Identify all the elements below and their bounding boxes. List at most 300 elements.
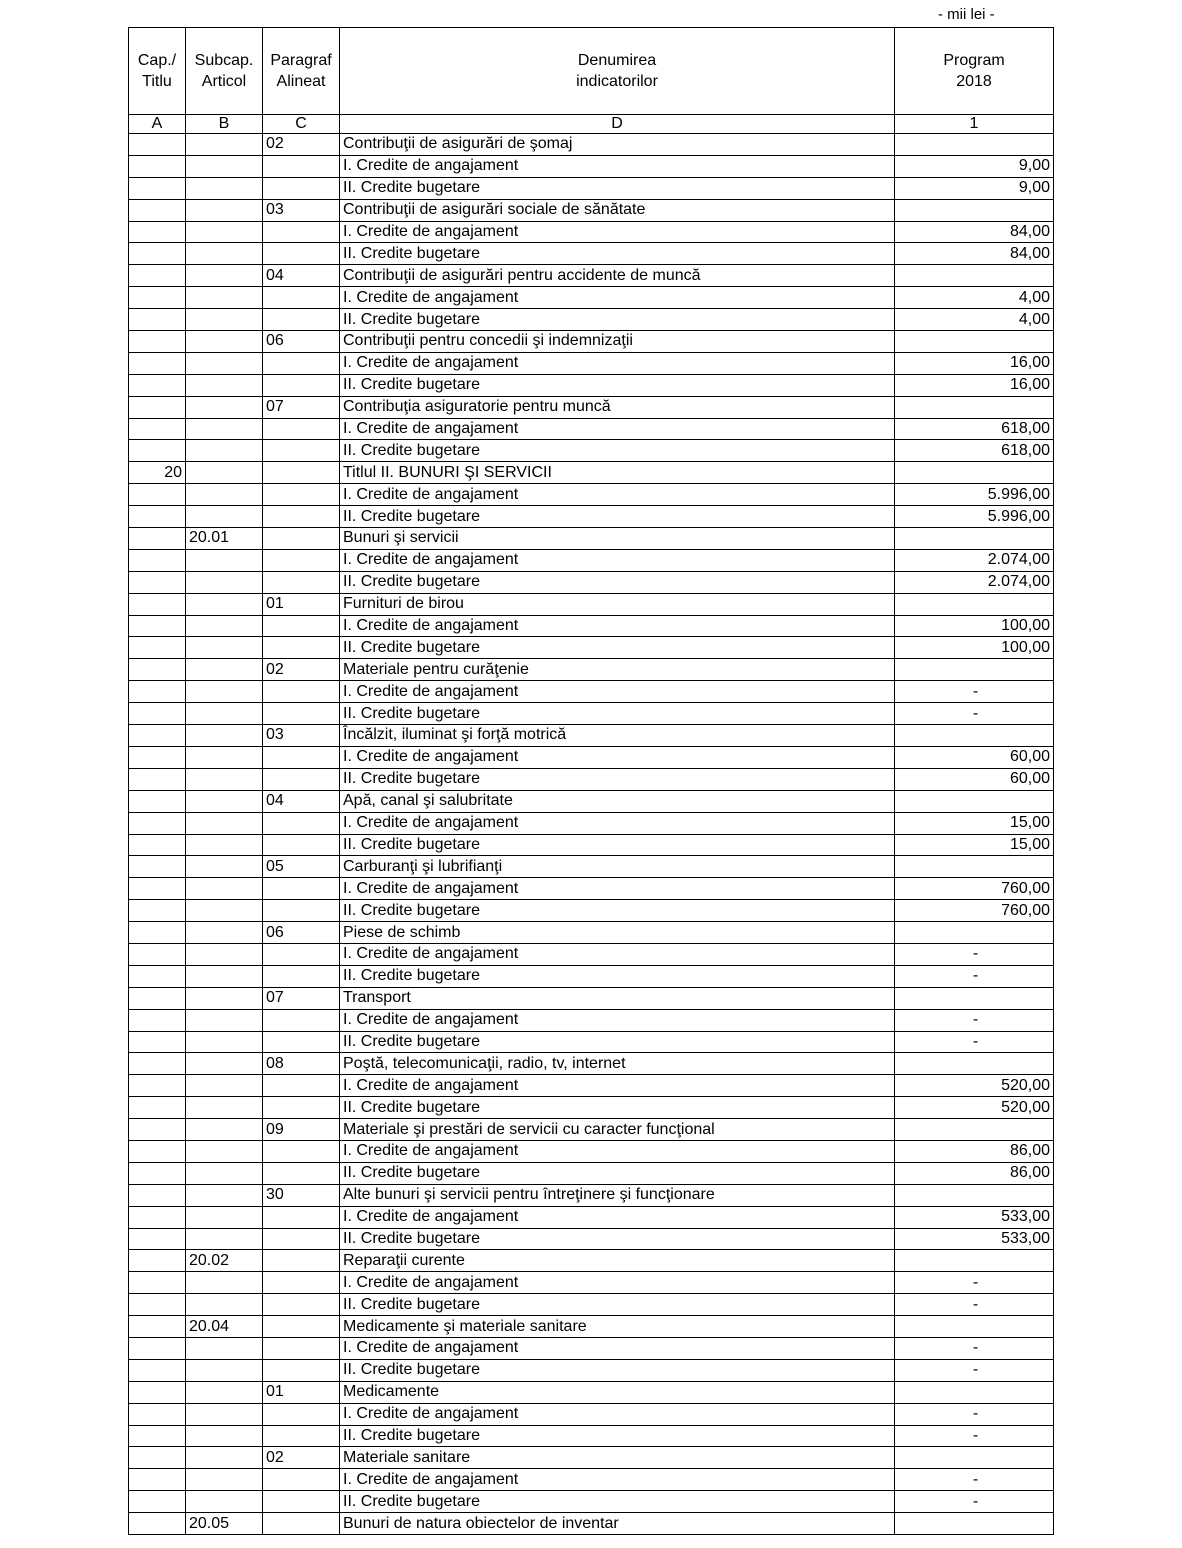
paragraf-cell	[263, 155, 340, 177]
paragraf-cell	[263, 221, 340, 243]
subcap-cell	[186, 1469, 263, 1491]
cap-cell	[129, 1425, 186, 1447]
table-row	[129, 243, 1054, 265]
cap-cell	[129, 549, 186, 571]
program-value-cell: 533,00	[895, 1206, 1054, 1228]
subcap-cell	[186, 834, 263, 856]
table-row	[129, 1009, 1054, 1031]
program-value-cell: 86,00	[895, 1162, 1054, 1184]
subcap-cell	[186, 221, 263, 243]
paragraf-cell	[263, 571, 340, 593]
cap-cell	[129, 265, 186, 287]
denumire-cell: II. Credite bugetare	[340, 1491, 895, 1513]
denumire-cell: Medicamente	[340, 1381, 895, 1403]
program-value-cell	[895, 1053, 1054, 1075]
table-row	[129, 155, 1054, 177]
program-value-cell: 760,00	[895, 878, 1054, 900]
denumire-cell: II. Credite bugetare	[340, 965, 895, 987]
subcap-cell	[186, 943, 263, 965]
table-row	[129, 1294, 1054, 1316]
table-row	[129, 768, 1054, 790]
paragraf-cell: 02	[263, 659, 340, 681]
paragraf-cell	[263, 1162, 340, 1184]
table-row	[129, 987, 1054, 1009]
header-row	[129, 28, 1054, 115]
cap-cell	[129, 571, 186, 593]
paragraf-cell	[263, 615, 340, 637]
table-row	[129, 1140, 1054, 1162]
program-value-cell: 84,00	[895, 221, 1054, 243]
program-value-cell: -	[895, 1469, 1054, 1491]
cap-cell	[129, 1272, 186, 1294]
subcap-cell	[186, 900, 263, 922]
header-denumire: Denumirea indicatorilor	[340, 28, 895, 115]
header-program: Program 2018	[895, 28, 1054, 115]
denumire-cell: Materiale pentru curăţenie	[340, 659, 895, 681]
denumire-cell: Piese de schimb	[340, 922, 895, 944]
table-row	[129, 703, 1054, 725]
cap-cell	[129, 134, 186, 156]
denumire-cell: I. Credite de angajament	[340, 1337, 895, 1359]
paragraf-cell	[263, 900, 340, 922]
paragraf-cell: 02	[263, 1447, 340, 1469]
program-value-cell: 2.074,00	[895, 571, 1054, 593]
subcap-cell	[186, 134, 263, 156]
header-paragraf: Paragraf Alineat	[263, 28, 340, 115]
cap-cell	[129, 922, 186, 944]
letter-c: C	[263, 115, 340, 134]
program-value-cell	[895, 1447, 1054, 1469]
paragraf-cell: 08	[263, 1053, 340, 1075]
program-value-cell: 618,00	[895, 418, 1054, 440]
denumire-cell: II. Credite bugetare	[340, 1359, 895, 1381]
table-row	[129, 396, 1054, 418]
paragraf-cell	[263, 1513, 340, 1535]
subcap-cell: 20.05	[186, 1513, 263, 1535]
paragraf-cell	[263, 462, 340, 484]
cap-cell	[129, 878, 186, 900]
subcap-cell	[186, 309, 263, 331]
table-row	[129, 1491, 1054, 1513]
subcap-cell	[186, 1491, 263, 1513]
subcap-cell	[186, 856, 263, 878]
cap-cell	[129, 987, 186, 1009]
paragraf-cell	[263, 243, 340, 265]
paragraf-cell: 07	[263, 396, 340, 418]
subcap-cell	[186, 965, 263, 987]
denumire-cell: Poştă, telecomunicaţii, radio, tv, internet	[340, 1053, 895, 1075]
cap-cell	[129, 659, 186, 681]
subcap-cell	[186, 1381, 263, 1403]
cap-cell	[129, 309, 186, 331]
table-row	[129, 418, 1054, 440]
denumire-cell: Reparaţii curente	[340, 1250, 895, 1272]
cap-cell	[129, 1469, 186, 1491]
subcap-cell	[186, 615, 263, 637]
paragraf-cell	[263, 1316, 340, 1338]
cap-cell	[129, 1162, 186, 1184]
program-value-cell	[895, 593, 1054, 615]
paragraf-cell: 01	[263, 593, 340, 615]
table-row	[129, 943, 1054, 965]
table-row	[129, 1097, 1054, 1119]
program-value-cell: 2.074,00	[895, 549, 1054, 571]
program-value-cell: 5.996,00	[895, 484, 1054, 506]
denumire-cell: I. Credite de angajament	[340, 1272, 895, 1294]
table-row	[129, 221, 1054, 243]
paragraf-cell	[263, 1403, 340, 1425]
table-row	[129, 1031, 1054, 1053]
subcap-cell	[186, 790, 263, 812]
subcap-cell	[186, 287, 263, 309]
denumire-cell: Medicamente şi materiale sanitare	[340, 1316, 895, 1338]
program-value-cell: 100,00	[895, 637, 1054, 659]
program-value-cell	[895, 1381, 1054, 1403]
table-row	[129, 1206, 1054, 1228]
cap-cell	[129, 1447, 186, 1469]
subcap-cell	[186, 1425, 263, 1447]
subcap-cell	[186, 812, 263, 834]
denumire-cell: II. Credite bugetare	[340, 703, 895, 725]
denumire-cell: Bunuri şi servicii	[340, 528, 895, 550]
paragraf-cell	[263, 1228, 340, 1250]
subcap-cell: 20.02	[186, 1250, 263, 1272]
program-value-cell: -	[895, 1425, 1054, 1447]
paragraf-cell	[263, 746, 340, 768]
subcap-cell	[186, 352, 263, 374]
cap-cell	[129, 1184, 186, 1206]
paragraf-cell	[263, 637, 340, 659]
denumire-cell: II. Credite bugetare	[340, 571, 895, 593]
denumire-cell: Bunuri de natura obiectelor de inventar	[340, 1513, 895, 1535]
header-cap: Cap./ Titlu	[129, 28, 186, 115]
paragraf-cell	[263, 287, 340, 309]
denumire-cell: Încălzit, iluminat şi forţă motrică	[340, 725, 895, 747]
cap-cell	[129, 199, 186, 221]
denumire-cell: II. Credite bugetare	[340, 243, 895, 265]
subcap-cell	[186, 987, 263, 1009]
program-value-cell: 9,00	[895, 155, 1054, 177]
paragraf-cell: 07	[263, 987, 340, 1009]
subcap-cell	[186, 440, 263, 462]
paragraf-cell: 03	[263, 199, 340, 221]
paragraf-cell	[263, 1031, 340, 1053]
table-row	[129, 440, 1054, 462]
table-row	[129, 484, 1054, 506]
paragraf-cell	[263, 177, 340, 199]
program-value-cell	[895, 725, 1054, 747]
subcap-cell	[186, 681, 263, 703]
table-row	[129, 1447, 1054, 1469]
program-value-cell	[895, 922, 1054, 944]
table-row	[129, 134, 1054, 156]
subcap-cell	[186, 1184, 263, 1206]
program-value-cell: -	[895, 703, 1054, 725]
cap-cell	[129, 1359, 186, 1381]
table-row	[129, 309, 1054, 331]
paragraf-cell	[263, 1009, 340, 1031]
cap-cell	[129, 1250, 186, 1272]
paragraf-cell	[263, 374, 340, 396]
subcap-cell	[186, 571, 263, 593]
subcap-cell	[186, 1206, 263, 1228]
table-row	[129, 659, 1054, 681]
paragraf-cell	[263, 528, 340, 550]
paragraf-cell	[263, 1359, 340, 1381]
subcap-cell	[186, 396, 263, 418]
subcap-cell	[186, 418, 263, 440]
table-row	[129, 374, 1054, 396]
cap-cell	[129, 1316, 186, 1338]
cap-cell	[129, 965, 186, 987]
subcap-cell	[186, 177, 263, 199]
budget-table	[128, 27, 1054, 1535]
table-row	[129, 1053, 1054, 1075]
subcap-cell	[186, 549, 263, 571]
denumire-cell: II. Credite bugetare	[340, 177, 895, 199]
program-value-cell	[895, 396, 1054, 418]
cap-cell	[129, 703, 186, 725]
table-row	[129, 834, 1054, 856]
program-value-cell: 533,00	[895, 1228, 1054, 1250]
denumire-cell: II. Credite bugetare	[340, 440, 895, 462]
subcap-cell	[186, 593, 263, 615]
paragraf-cell: 04	[263, 265, 340, 287]
subcap-cell	[186, 1228, 263, 1250]
denumire-cell: Contribuţii pentru concedii şi indemnizaţii	[340, 331, 895, 353]
denumire-cell: I. Credite de angajament	[340, 221, 895, 243]
subcap-cell	[186, 199, 263, 221]
denumire-cell: Carburanţi şi lubrifianţi	[340, 856, 895, 878]
program-value-cell	[895, 856, 1054, 878]
paragraf-cell	[263, 506, 340, 528]
table-row	[129, 528, 1054, 550]
table-row	[129, 1381, 1054, 1403]
paragraf-cell: 03	[263, 725, 340, 747]
paragraf-cell	[263, 681, 340, 703]
subcap-cell	[186, 1447, 263, 1469]
cap-cell	[129, 1491, 186, 1513]
letter-d: D	[340, 115, 895, 134]
cap-cell	[129, 1294, 186, 1316]
program-value-cell: -	[895, 965, 1054, 987]
table-row	[129, 593, 1054, 615]
table-row	[129, 287, 1054, 309]
cap-cell	[129, 1381, 186, 1403]
program-value-cell: -	[895, 1294, 1054, 1316]
denumire-cell: I. Credite de angajament	[340, 287, 895, 309]
subcap-cell	[186, 1337, 263, 1359]
subcap-cell	[186, 725, 263, 747]
cap-cell	[129, 1228, 186, 1250]
cap-cell	[129, 331, 186, 353]
denumire-cell: I. Credite de angajament	[340, 1469, 895, 1491]
cap-cell	[129, 812, 186, 834]
cap-cell	[129, 528, 186, 550]
cap-cell	[129, 418, 186, 440]
denumire-cell: I. Credite de angajament	[340, 1403, 895, 1425]
program-value-cell: 520,00	[895, 1097, 1054, 1119]
denumire-cell: Contribuţii de asigurări pentru accidente de muncă	[340, 265, 895, 287]
subcap-cell	[186, 1272, 263, 1294]
table-row	[129, 812, 1054, 834]
program-value-cell	[895, 1250, 1054, 1272]
cap-cell	[129, 943, 186, 965]
paragraf-cell: 09	[263, 1119, 340, 1141]
paragraf-cell	[263, 1272, 340, 1294]
table-row	[129, 506, 1054, 528]
table-row	[129, 965, 1054, 987]
table-row	[129, 199, 1054, 221]
denumire-cell: Materiale sanitare	[340, 1447, 895, 1469]
cap-cell	[129, 900, 186, 922]
table-row	[129, 878, 1054, 900]
paragraf-cell	[263, 440, 340, 462]
subcap-cell	[186, 462, 263, 484]
denumire-cell: I. Credite de angajament	[340, 1009, 895, 1031]
table-row	[129, 1359, 1054, 1381]
table-row	[129, 1513, 1054, 1535]
denumire-cell: I. Credite de angajament	[340, 352, 895, 374]
table-row	[129, 922, 1054, 944]
paragraf-cell	[263, 1491, 340, 1513]
program-value-cell: 520,00	[895, 1075, 1054, 1097]
denumire-cell: I. Credite de angajament	[340, 418, 895, 440]
subcap-cell	[186, 1162, 263, 1184]
program-value-cell: 60,00	[895, 768, 1054, 790]
cap-cell	[129, 155, 186, 177]
paragraf-cell	[263, 812, 340, 834]
program-value-cell	[895, 462, 1054, 484]
subcap-cell	[186, 637, 263, 659]
paragraf-cell	[263, 1425, 340, 1447]
program-value-cell: 4,00	[895, 287, 1054, 309]
cap-cell	[129, 725, 186, 747]
denumire-cell: Contribuţia asiguratorie pentru muncă	[340, 396, 895, 418]
subcap-cell	[186, 1294, 263, 1316]
paragraf-cell	[263, 768, 340, 790]
subcap-cell	[186, 374, 263, 396]
paragraf-cell: 02	[263, 134, 340, 156]
table-row	[129, 1228, 1054, 1250]
table-row	[129, 1316, 1054, 1338]
program-value-cell: 5.996,00	[895, 506, 1054, 528]
paragraf-cell: 06	[263, 922, 340, 944]
subcap-cell	[186, 484, 263, 506]
denumire-cell: II. Credite bugetare	[340, 1294, 895, 1316]
program-value-cell: 9,00	[895, 177, 1054, 199]
subcap-cell	[186, 768, 263, 790]
program-value-cell: 15,00	[895, 812, 1054, 834]
subcap-cell	[186, 1119, 263, 1141]
subcap-cell	[186, 1097, 263, 1119]
subcap-cell: 20.04	[186, 1316, 263, 1338]
denumire-cell: II. Credite bugetare	[340, 900, 895, 922]
subcap-cell	[186, 1009, 263, 1031]
paragraf-cell	[263, 1075, 340, 1097]
table-row	[129, 615, 1054, 637]
table-row	[129, 331, 1054, 353]
budget-table-body	[129, 28, 1054, 1535]
subcap-cell	[186, 1359, 263, 1381]
denumire-cell: II. Credite bugetare	[340, 1228, 895, 1250]
denumire-cell: II. Credite bugetare	[340, 506, 895, 528]
cap-cell	[129, 243, 186, 265]
denumire-cell: I. Credite de angajament	[340, 746, 895, 768]
subcap-cell	[186, 878, 263, 900]
program-value-cell: 16,00	[895, 374, 1054, 396]
cap-cell	[129, 287, 186, 309]
cap-cell	[129, 484, 186, 506]
subcap-cell	[186, 703, 263, 725]
paragraf-cell	[263, 878, 340, 900]
paragraf-cell: 30	[263, 1184, 340, 1206]
denumire-cell: II. Credite bugetare	[340, 834, 895, 856]
paragraf-cell	[263, 418, 340, 440]
denumire-cell: I. Credite de angajament	[340, 812, 895, 834]
table-row	[129, 1250, 1054, 1272]
paragraf-cell	[263, 1206, 340, 1228]
program-value-cell	[895, 987, 1054, 1009]
paragraf-cell: 05	[263, 856, 340, 878]
subcap-cell	[186, 922, 263, 944]
paragraf-cell: 04	[263, 790, 340, 812]
denumire-cell: I. Credite de angajament	[340, 155, 895, 177]
cap-cell	[129, 177, 186, 199]
program-value-cell: 60,00	[895, 746, 1054, 768]
cap-cell	[129, 506, 186, 528]
paragraf-cell	[263, 1140, 340, 1162]
denumire-cell: II. Credite bugetare	[340, 309, 895, 331]
cap-cell	[129, 768, 186, 790]
table-row	[129, 571, 1054, 593]
table-row	[129, 1119, 1054, 1141]
paragraf-cell: 01	[263, 1381, 340, 1403]
program-value-cell: -	[895, 943, 1054, 965]
subcap-cell	[186, 1031, 263, 1053]
program-value-cell: -	[895, 1359, 1054, 1381]
program-value-cell: 618,00	[895, 440, 1054, 462]
table-row	[129, 1184, 1054, 1206]
cap-cell	[129, 440, 186, 462]
paragraf-cell	[263, 1097, 340, 1119]
table-row	[129, 1162, 1054, 1184]
paragraf-cell	[263, 309, 340, 331]
subcap-cell	[186, 331, 263, 353]
denumire-cell: I. Credite de angajament	[340, 878, 895, 900]
table-row	[129, 1075, 1054, 1097]
table-row	[129, 637, 1054, 659]
subcap-cell	[186, 1053, 263, 1075]
denumire-cell: Alte bunuri şi servicii pentru întreţinere şi funcţionare	[340, 1184, 895, 1206]
denumire-cell: II. Credite bugetare	[340, 374, 895, 396]
table-row	[129, 549, 1054, 571]
subcap-cell	[186, 506, 263, 528]
program-value-cell: -	[895, 1403, 1054, 1425]
program-value-cell: 100,00	[895, 615, 1054, 637]
paragraf-cell	[263, 549, 340, 571]
cap-cell	[129, 1140, 186, 1162]
program-value-cell	[895, 1184, 1054, 1206]
program-value-cell: -	[895, 1031, 1054, 1053]
cap-cell	[129, 1053, 186, 1075]
denumire-cell: II. Credite bugetare	[340, 768, 895, 790]
table-row	[129, 352, 1054, 374]
denumire-cell: I. Credite de angajament	[340, 681, 895, 703]
table-row	[129, 265, 1054, 287]
denumire-cell: I. Credite de angajament	[340, 549, 895, 571]
cap-cell	[129, 1513, 186, 1535]
